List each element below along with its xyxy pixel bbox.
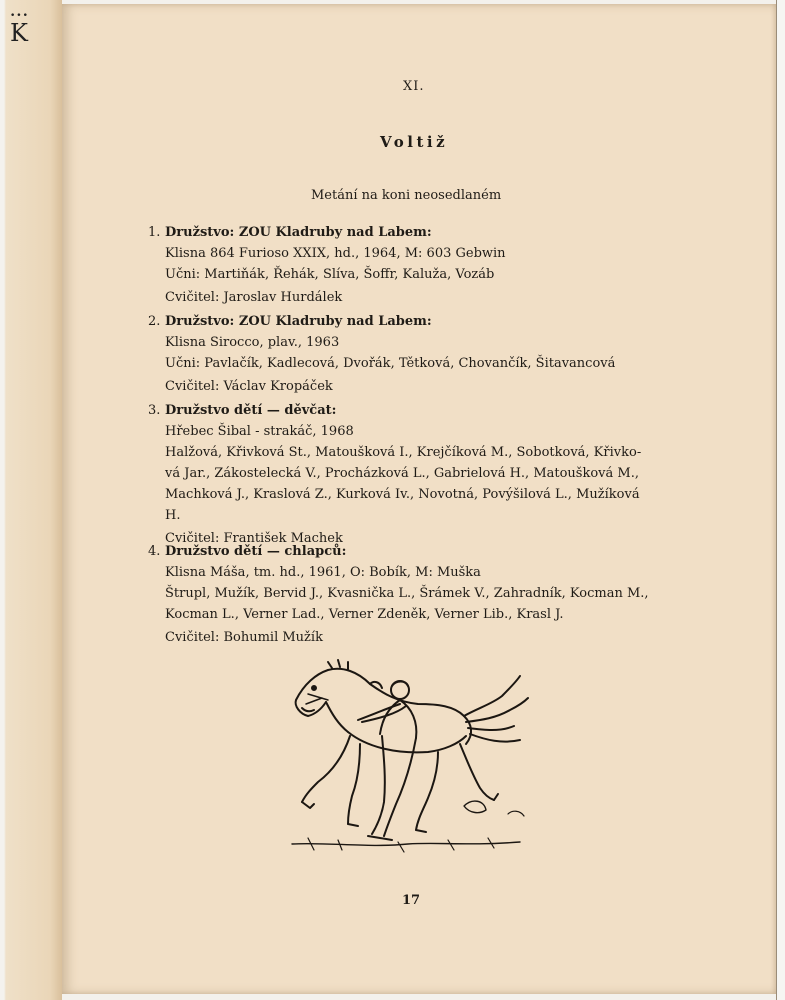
left-margin-strip <box>0 0 62 1000</box>
team-name: Družstvo dětí — děvčat: <box>165 403 337 418</box>
entry-number: 1. <box>148 225 161 240</box>
page-subtitle: Metání na koni neosedlaném <box>311 188 502 203</box>
coach-line: Cvičitel: František Machek <box>165 531 343 546</box>
entry-line: Klisna Sirocco, plav., 1963 <box>165 335 340 350</box>
k-logo-icon <box>10 12 34 50</box>
entry-line: vá Jar., Zákostelecká V., Procházková L., Gabrielová H., Matoušková M., <box>165 466 639 481</box>
coach-line: Cvičitel: Václav Kropáček <box>165 379 333 394</box>
entry-line: Machková J., Kraslová Z., Kurková Iv., Novotná, Povýšilová L., Mužíková <box>165 487 640 502</box>
entry-line: H. <box>165 508 181 523</box>
entry-line: Učni: Pavlačík, Kadlecová, Dvořák, Tětková, Chovančík, Šitavancová <box>165 356 616 371</box>
entry-number: 4. <box>148 544 161 559</box>
team-name: Družstvo: ZOU Kladruby nad Labem: <box>165 314 432 329</box>
entry-line: Štrupl, Mužík, Bervid J., Kvasnička L., Šrámek V., Zahradník, Kocman M., <box>165 586 649 601</box>
entry-number: 3. <box>148 403 161 418</box>
entry-line: Učni: Martiňák, Řehák, Slíva, Šoffr, Kaluža, Vozáb <box>165 267 495 282</box>
team-entry-1 <box>148 222 688 308</box>
entry-line: Hřebec Šibal - strakáč, 1968 <box>165 424 354 439</box>
chapter-number: XI. <box>403 79 425 94</box>
coach-line: Cvičitel: Bohumil Mužík <box>165 630 323 645</box>
entry-number: 2. <box>148 314 161 329</box>
logo-letter: K <box>10 19 28 47</box>
page-edge <box>776 0 785 1000</box>
entry-line: Halžová, Křivková St., Matoušková I., Krejčíková M., Sobotková, Křivko- <box>165 445 642 460</box>
team-name: Družstvo dětí — chlapců: <box>165 544 347 559</box>
entry-line: Klisna Máša, tm. hd., 1961, O: Bobík, M: Muška <box>165 565 481 580</box>
horse-handler-illustration <box>288 658 538 858</box>
team-entry-3 <box>148 400 688 549</box>
entry-line: Kocman L., Verner Lad., Verner Zdeněk, Verner Lib., Krasl J. <box>165 607 564 622</box>
logo-dots: ••• <box>10 11 29 21</box>
coach-line: Cvičitel: Jaroslav Hurdálek <box>165 290 343 305</box>
page-number: 17 <box>402 893 421 908</box>
entry-line: Klisna 864 Furioso XXIX, hd., 1964, M: 603 Gebwin <box>165 246 506 261</box>
page-title: Voltiž <box>380 133 449 151</box>
team-entry-2 <box>148 311 688 397</box>
team-name: Družstvo: ZOU Kladruby nad Labem: <box>165 225 432 240</box>
team-entry-4 <box>148 541 688 648</box>
